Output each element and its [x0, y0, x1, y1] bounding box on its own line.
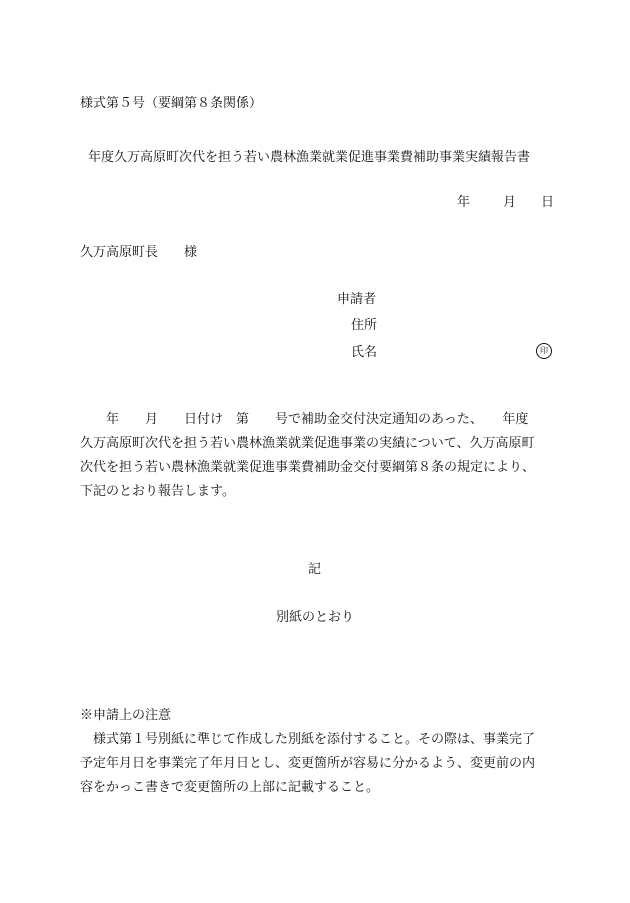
note-line: 様式第１号別紙に準じて作成した別紙を添付すること。その際は、事業完了 — [80, 732, 536, 747]
body-paragraph — [80, 413, 550, 509]
name-label: 氏名 — [351, 345, 378, 360]
attachment-note: 別紙のとおり — [276, 610, 355, 625]
address-label: 住所 — [351, 318, 378, 333]
date-day-label: 日 — [541, 195, 555, 210]
note-line: 容をかっこ書きで変更箇所の上部に記載すること。 — [80, 780, 380, 795]
note-line: 予定年月日を事業完了年月日とし、変更箇所が容易に分かるよう、変更前の内 — [80, 756, 536, 771]
form-number: 様式第５号（要綱第８条関係） — [80, 96, 263, 111]
document-title: 年度久万高原町次代を担う若い農林漁業就業促進事業費補助事業実績報告書 — [88, 150, 531, 165]
body-line: 年 月 日付け 第 号で補助金交付決定通知のあった、 年度 — [80, 412, 529, 427]
date-month-label: 月 — [503, 195, 517, 210]
seal-mark: 印 — [536, 343, 552, 359]
body-line: 久万高原町次代を担う若い農林漁業就業促進事業の実績について、久万高原町 — [80, 436, 535, 451]
ki-heading: 記 — [308, 562, 322, 577]
date-year-label: 年 — [457, 195, 471, 210]
date-row — [457, 196, 554, 209]
note-body — [80, 733, 550, 805]
body-line: 下記のとおり報告します。 — [80, 484, 235, 499]
applicant-label: 申請者 — [337, 292, 377, 307]
body-line: 次代を担う若い農林漁業就業促進事業費補助金交付要綱第８条の規定により、 — [80, 460, 536, 475]
note-title: ※申請上の注意 — [80, 708, 172, 723]
addressee: 久万高原町長 様 — [80, 245, 198, 260]
